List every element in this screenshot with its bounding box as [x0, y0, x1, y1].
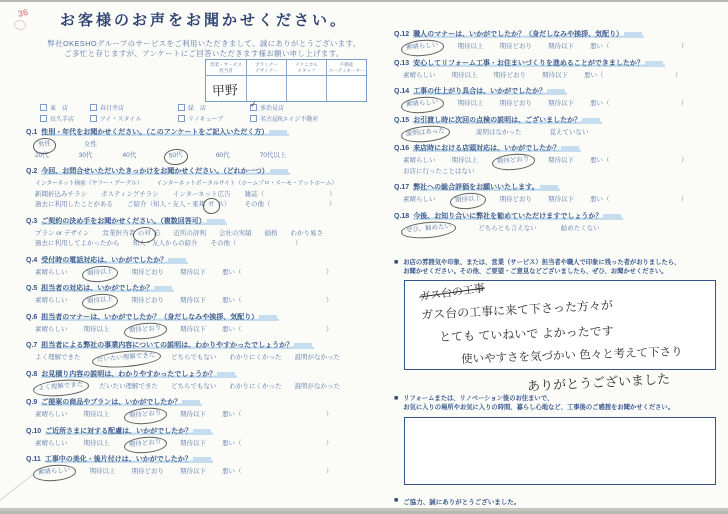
staff-col-line: プランナー	[255, 62, 278, 67]
question-q7	[26, 341, 374, 364]
question-title	[26, 313, 374, 322]
question-title-text: 職人のマナーは、いかがでしたか？（身だしなみや挨拶、気配り）	[413, 31, 644, 38]
option-text: 応	[153, 229, 161, 237]
answer-circle-mark: 期待以上	[449, 191, 486, 210]
staff-col-line: テクニカル	[295, 62, 318, 67]
option: 説明はなかった	[475, 128, 522, 136]
question-title-text: 工事の仕上がり具合は、いかがでしたか？	[413, 88, 567, 95]
option: 期待以上	[83, 411, 110, 418]
right-questions	[394, 30, 716, 234]
question-title	[394, 116, 716, 125]
answer-circle-mark: 期待どおり	[123, 406, 167, 425]
question-title	[26, 398, 374, 407]
option: 期待以下	[548, 100, 574, 107]
staff-col-header	[246, 60, 286, 76]
option: 期待以下	[548, 157, 574, 164]
answer-circle-mark: 50代	[164, 147, 189, 165]
comment-prompt	[394, 259, 716, 276]
option: お店に行ったことはない	[403, 167, 475, 175]
answer-row	[394, 156, 716, 167]
handwritten-comment-box	[404, 280, 716, 394]
answer-circle-mark: 素晴らしい	[400, 38, 444, 57]
paper-page	[0, 2, 728, 511]
answer-row	[26, 190, 374, 201]
option: プラン or デザイン	[35, 229, 90, 237]
question-title-text: 工事中の美化・後片付けは、いかがでしたか？	[45, 456, 213, 463]
question-title	[394, 144, 716, 153]
question-q1	[26, 128, 374, 161]
question-title-text: 受付時の電話対応は、いかがでしたか？	[41, 257, 188, 264]
option: その他（ ）	[210, 240, 302, 247]
staff-col-header	[326, 60, 366, 76]
store-label: 名古屋Rエイジ不動産	[260, 117, 319, 123]
question-title	[26, 217, 374, 226]
prompt-line-1: お店の雰囲気や印象、または、営業（サービス）担当者や職人で印象に残った者がおりましたら、	[403, 259, 681, 266]
option-text: ご紹介（知人・友人・東邦	[127, 201, 205, 208]
store-checkbox-item	[250, 114, 318, 123]
staff-cell	[246, 76, 286, 101]
bullet-square-icon: ■	[394, 395, 399, 402]
answer-row	[26, 325, 374, 336]
question-q9	[26, 398, 374, 421]
prompt-line-2: お気に入りの場所やお気に入りの時間、暮らし心地など、工事後のご感想をお聞かせください。	[403, 403, 674, 411]
question-q6	[26, 313, 374, 336]
option	[403, 42, 442, 53]
question-q10	[26, 427, 374, 450]
option: インターネット広告	[172, 190, 231, 198]
answer-row	[394, 195, 716, 206]
staff-col-header	[206, 60, 246, 76]
question-title-text: ご契約の決め手をお聞かせください。（複数回答可）	[41, 218, 227, 225]
answer-circle-mark: 期待以上	[81, 292, 118, 311]
question-number: Q.16	[394, 145, 410, 152]
question-title	[394, 212, 716, 221]
page-number-stamp: 36	[17, 7, 29, 19]
option: よく理解できた	[35, 354, 81, 361]
question-q4	[26, 256, 374, 279]
question-q17	[394, 183, 716, 206]
option: 期待以下	[542, 71, 568, 79]
intro-line-1: 弊社OKESHOグループのサービスをご利用いただきまして、誠にありがとうございます。	[47, 39, 361, 48]
option: どちらとも言えない	[478, 224, 537, 232]
option: 期待以上	[89, 468, 116, 475]
question-title	[394, 183, 716, 192]
option	[494, 156, 533, 167]
question-title	[26, 284, 374, 293]
handwritten-comment-line: 使いやすさを気づかい 色々と考えて下さり	[460, 346, 683, 366]
answer-circle-mark: 説明はあった	[400, 123, 450, 143]
question-number: Q.11	[26, 456, 41, 463]
checkbox-icon	[90, 104, 97, 111]
question-title	[394, 87, 716, 96]
option: 素晴らしい	[35, 325, 68, 333]
option: 悪い（ ）	[222, 325, 333, 333]
option	[126, 325, 165, 336]
option: 期待以上	[457, 43, 484, 50]
option: 期待以上	[83, 439, 110, 447]
question-number: Q.6	[26, 313, 38, 321]
question-q14	[394, 87, 716, 110]
store-checkbox-item	[90, 114, 178, 123]
question-title-text: 今後、お知り合いに弊社を勧めていただけますでしょうか？	[413, 213, 623, 220]
option: 期待どおり	[131, 297, 164, 304]
option	[94, 353, 159, 364]
question-title-text: 来店時における店頭対応は、いかがでしたか？	[413, 145, 581, 152]
option: 期待以下	[180, 439, 206, 447]
question-q8	[26, 370, 374, 393]
question-number: Q.15	[394, 116, 410, 124]
question-number: Q.10	[26, 427, 42, 435]
handwritten-staff-name: 甲野	[211, 82, 239, 99]
option	[127, 200, 231, 211]
question-number: Q.3	[26, 217, 38, 225]
option: 期待どおり	[131, 468, 164, 475]
staff-col-line: スタッフ	[297, 67, 316, 73]
staff-cell	[286, 76, 326, 101]
option: その他（ ）	[244, 201, 336, 208]
option: 価格	[264, 229, 278, 237]
store-checkbox-item	[90, 103, 178, 112]
store-checkbox-group	[40, 99, 319, 124]
scan-edge	[0, 508, 728, 511]
thank-you-note	[394, 497, 716, 506]
staff-cell	[326, 76, 366, 101]
question-title-text: 安心してリフォーム工事・お住まいづくりを進めることができましたか？	[413, 60, 665, 67]
checkbox-icon	[40, 115, 47, 122]
option: 素晴らしい	[403, 71, 436, 79]
form-header	[28, 9, 380, 59]
option	[35, 467, 74, 478]
option: インターネットポータルサイト（ホームプロ・スーモ・アットホーム）	[156, 181, 338, 187]
option: 期待以下	[548, 196, 574, 203]
question-number: Q.2	[26, 168, 38, 175]
option: 知人・友人からの紹介	[132, 240, 198, 247]
option: 期待以上	[451, 157, 478, 164]
store-checkbox-item	[178, 103, 250, 112]
answer-circle-mark: よく理解できた	[32, 377, 89, 397]
handwritten-comment-line: ガス台の工事	[418, 282, 486, 304]
question-title	[26, 370, 374, 379]
question-title	[26, 256, 374, 265]
option: 過去に利用してよかったから	[35, 240, 120, 247]
option: 説明がなかった	[294, 382, 340, 390]
option: 近所の評判	[173, 229, 206, 237]
option	[35, 140, 54, 151]
paper-crease	[0, 474, 33, 503]
option: 悪い（ ）	[222, 411, 333, 418]
answer-row	[394, 224, 716, 235]
answer-circle-mark: だいたい理解できた	[91, 348, 161, 369]
staff-col-line: 担当者	[219, 67, 233, 73]
question-q11	[26, 455, 374, 478]
option: 期待以上	[457, 100, 484, 107]
question-q3	[26, 217, 374, 250]
store-label: 緑 店	[188, 106, 207, 112]
answer-row	[394, 71, 716, 82]
option: 説明がなかった	[294, 354, 340, 361]
handwritten-comment-line: とても ていねいで よかったです	[438, 323, 614, 345]
question-number: Q.13	[394, 59, 410, 67]
handwritten-comment-line: ありがとうございました	[526, 371, 671, 394]
answer-circle-mark: ぜひ、勧めたい	[400, 219, 456, 239]
option: 期待どおり	[493, 71, 526, 79]
store-label: 長久手店	[50, 117, 75, 123]
question-number: Q.7	[26, 342, 38, 349]
answer-row	[26, 229, 374, 240]
question-q15	[394, 116, 716, 139]
bullet-square-icon: ■	[394, 259, 399, 266]
option	[403, 99, 442, 110]
option: 素晴らしい	[35, 439, 68, 447]
store-label: 多治見店	[260, 106, 285, 112]
answer-circle-mark: の対	[132, 226, 156, 243]
comment-section-impressions	[394, 259, 716, 394]
intro-text	[28, 39, 380, 59]
staff-col-line: コーディネーター	[328, 67, 365, 73]
question-number: Q.12	[394, 31, 410, 38]
option: 60代	[215, 151, 230, 159]
option: 覚えていない	[549, 128, 589, 136]
answer-row	[394, 167, 716, 178]
answer-row	[26, 239, 374, 250]
question-title	[26, 341, 374, 350]
question-title	[26, 455, 374, 464]
option: 素晴らしい	[35, 297, 68, 304]
stamp-mark-icon	[13, 18, 28, 32]
empty-comment-box	[404, 417, 716, 485]
question-number: Q.1	[26, 129, 38, 136]
store-checkbox-item	[40, 114, 90, 123]
question-q13	[394, 59, 716, 82]
question-title-text: ご近所さまに対する配慮は、いかがでしたか？	[45, 428, 213, 435]
question-title	[394, 30, 716, 39]
store-checkbox-item	[249, 99, 318, 112]
answer-row	[26, 151, 374, 162]
question-title	[26, 128, 374, 137]
question-number: Q.5	[26, 285, 38, 292]
option: 期待どおり	[499, 43, 532, 50]
comment-section-after-renovation	[394, 395, 716, 485]
option: 悪い（ ）	[590, 157, 688, 164]
option	[84, 296, 116, 307]
option: ポスティングチラシ	[101, 190, 159, 198]
question-number: Q.4	[26, 256, 38, 264]
option: 悪い（ ）	[222, 439, 333, 447]
store-checkbox-item	[178, 114, 250, 123]
option: 悪い（ ）	[222, 268, 333, 276]
answer-row	[26, 179, 374, 190]
option: 素晴らしい	[403, 157, 436, 164]
checkbox-icon	[250, 115, 257, 122]
staff-col-line: 不動産	[339, 62, 354, 67]
option: わかりにくかった	[229, 382, 282, 390]
store-checkbox-item	[40, 103, 90, 112]
answer-circle-mark: 期待どおり	[491, 152, 535, 171]
question-title-text: ご提案の商品やプランは、いかがでしたか？	[41, 399, 202, 406]
question-title-text: お見積り内容の説明は、わかりやすかったでしょうか？	[41, 371, 237, 378]
option: 期待どおり	[131, 268, 164, 276]
answer-row	[394, 42, 716, 53]
option	[452, 195, 484, 206]
answer-row	[394, 99, 716, 110]
option: 素晴らしい	[35, 411, 68, 418]
question-title	[26, 427, 374, 436]
prompt-line-1: リフォームまたは、リノベーション後のお住まいで、	[403, 395, 554, 402]
handwritten-comment-line: ガス台の工事に来て下さった方々が	[420, 297, 614, 323]
prompt-line-2: お聞かせください。その他、ご要望・ご意見などございましたら、ぜひ、お聞かせください。	[403, 267, 668, 275]
option: 期待以下	[180, 297, 206, 304]
store-label: リノキューブ	[188, 117, 224, 123]
question-title	[26, 167, 374, 176]
question-number: Q.14	[394, 88, 410, 95]
checkbox-icon	[178, 115, 185, 122]
store-label: 春日井店	[100, 106, 125, 112]
answer-row	[26, 353, 374, 364]
comment-prompt-text	[403, 259, 680, 276]
option: 期待以下	[180, 468, 206, 475]
question-title-text: 弊社への総合評価をお願いいたします。	[413, 184, 559, 191]
question-q2	[26, 167, 374, 211]
option: 期待どおり	[499, 196, 532, 203]
checkbox-icon	[90, 115, 97, 122]
question-title-text: 性別・年代をお聞かせください。（このアンケートをご記入いただく方）	[41, 129, 289, 136]
option: 期待どおり	[499, 100, 532, 107]
option: 期待以上	[451, 71, 478, 79]
option: 期待以上	[83, 325, 110, 333]
option	[126, 439, 165, 450]
option	[403, 128, 448, 139]
option: 期待以下	[180, 325, 206, 333]
option: 雑誌（ ）	[244, 190, 336, 198]
option: 悪い（ ）	[584, 71, 682, 79]
form-title: お客様のお声をお聞かせください。	[59, 12, 348, 29]
option: 新聞折込みチラシ	[35, 190, 87, 198]
answer-row	[26, 268, 374, 279]
question-title-text: 担当者による弊社の事業内容についての説明は、わかりやすかったでしょうか？	[41, 342, 314, 349]
answer-row	[26, 200, 374, 211]
option: どちらでもない	[171, 354, 217, 361]
option: 期待以下	[180, 411, 206, 418]
option: 女性	[84, 141, 97, 148]
option	[35, 382, 87, 393]
option: 勧めたくない	[560, 224, 600, 232]
answer-row	[26, 410, 374, 421]
question-title-text: 担当者のマナーは、いかがでしたか？（身だしなみや挨拶、気配り）	[41, 314, 279, 321]
option: 期待以下	[548, 43, 574, 50]
option: 30代	[78, 151, 93, 159]
option	[102, 229, 160, 240]
option: 20代	[35, 151, 49, 159]
question-number: Q.8	[26, 370, 38, 378]
answer-circle-mark: 期待どおり	[123, 435, 167, 454]
bullet-square-icon: ■	[394, 497, 399, 504]
staff-col-line: 営業・サービス	[209, 62, 243, 67]
question-q16	[394, 144, 716, 177]
answer-circle-mark: 男性	[32, 137, 56, 154]
option-text: 営業担当者	[102, 229, 135, 237]
option: 期待以下	[180, 268, 206, 276]
option: だいたい理解できた	[99, 382, 158, 390]
thank-you-text: ご協力、誠にありがとうございました。	[403, 499, 521, 506]
staff-col-header	[286, 60, 326, 76]
option: わかりにくかった	[229, 354, 282, 361]
answer-row	[26, 467, 374, 478]
option	[403, 224, 454, 235]
staff-table	[205, 59, 367, 102]
answer-row	[26, 439, 374, 450]
question-q5	[26, 284, 374, 307]
questions-column-right	[394, 30, 716, 506]
staff-col-line: デザイナー	[255, 67, 278, 73]
question-title-text: 今回、お問合せいただいたきっかけをお聞かせください。（どれか一つ）	[41, 168, 290, 175]
option: 悪い（ ）	[590, 196, 688, 203]
option: 悪い（ ）	[590, 100, 688, 107]
question-q18	[394, 212, 716, 235]
comment-prompt-text	[403, 395, 674, 412]
option: 悪い（ ）	[222, 468, 333, 475]
option: インターネット検索（ヤフー・グーグル）	[35, 181, 143, 187]
option: 70代以上	[259, 151, 287, 159]
question-title-text: 担当者の対応は、いかがでしたか？	[41, 285, 174, 292]
question-title	[394, 59, 716, 68]
questions-column-left	[26, 128, 374, 484]
option: 40代	[122, 151, 137, 159]
question-number: Q.18	[394, 212, 410, 220]
answer-row	[26, 382, 374, 393]
checkbox-icon	[249, 99, 258, 111]
option: 悪い（ ）	[590, 43, 688, 50]
question-number: Q.17	[394, 184, 410, 191]
answer-circle-mark: 素晴らしい	[32, 463, 76, 482]
answer-row	[26, 296, 374, 307]
option	[166, 151, 186, 162]
option: どちらでもない	[171, 382, 217, 390]
staff-cell	[206, 76, 246, 101]
answer-circle-mark: ガ	[202, 197, 220, 214]
option: 素晴らしい	[35, 268, 68, 276]
handwritten-check-mark: ✓	[249, 99, 258, 110]
store-label: アイ・スタイル	[100, 117, 142, 123]
answer-circle-mark: 期待以上	[81, 264, 118, 283]
option: 過去に利用したことがある	[35, 201, 113, 208]
option	[84, 268, 116, 279]
question-number: Q.9	[26, 399, 38, 406]
question-title-text: お引渡し時に次回の点検の説明は、ございましたか？	[413, 117, 602, 124]
answer-circle-mark: 素晴らしい	[400, 95, 444, 114]
checkbox-icon	[178, 104, 185, 111]
comment-prompt	[394, 395, 716, 412]
store-label: 東 店	[50, 106, 69, 112]
option	[126, 410, 165, 421]
question-q12	[394, 30, 716, 53]
answer-row	[26, 140, 374, 151]
option: 素晴らしい	[403, 196, 436, 203]
answer-row	[394, 128, 716, 139]
option-text: ス）	[217, 201, 231, 208]
intro-line-2: ご多忙と存じますが、アンケートにご回答いただきます様お願い申し上げます。	[64, 49, 344, 58]
checkbox-icon	[40, 104, 47, 111]
option: わかり易さ	[290, 229, 323, 237]
option: 悪い（ ）	[222, 297, 333, 304]
option: 会社の実績	[218, 229, 252, 237]
answer-circle-mark: 期待どおり	[123, 321, 167, 340]
